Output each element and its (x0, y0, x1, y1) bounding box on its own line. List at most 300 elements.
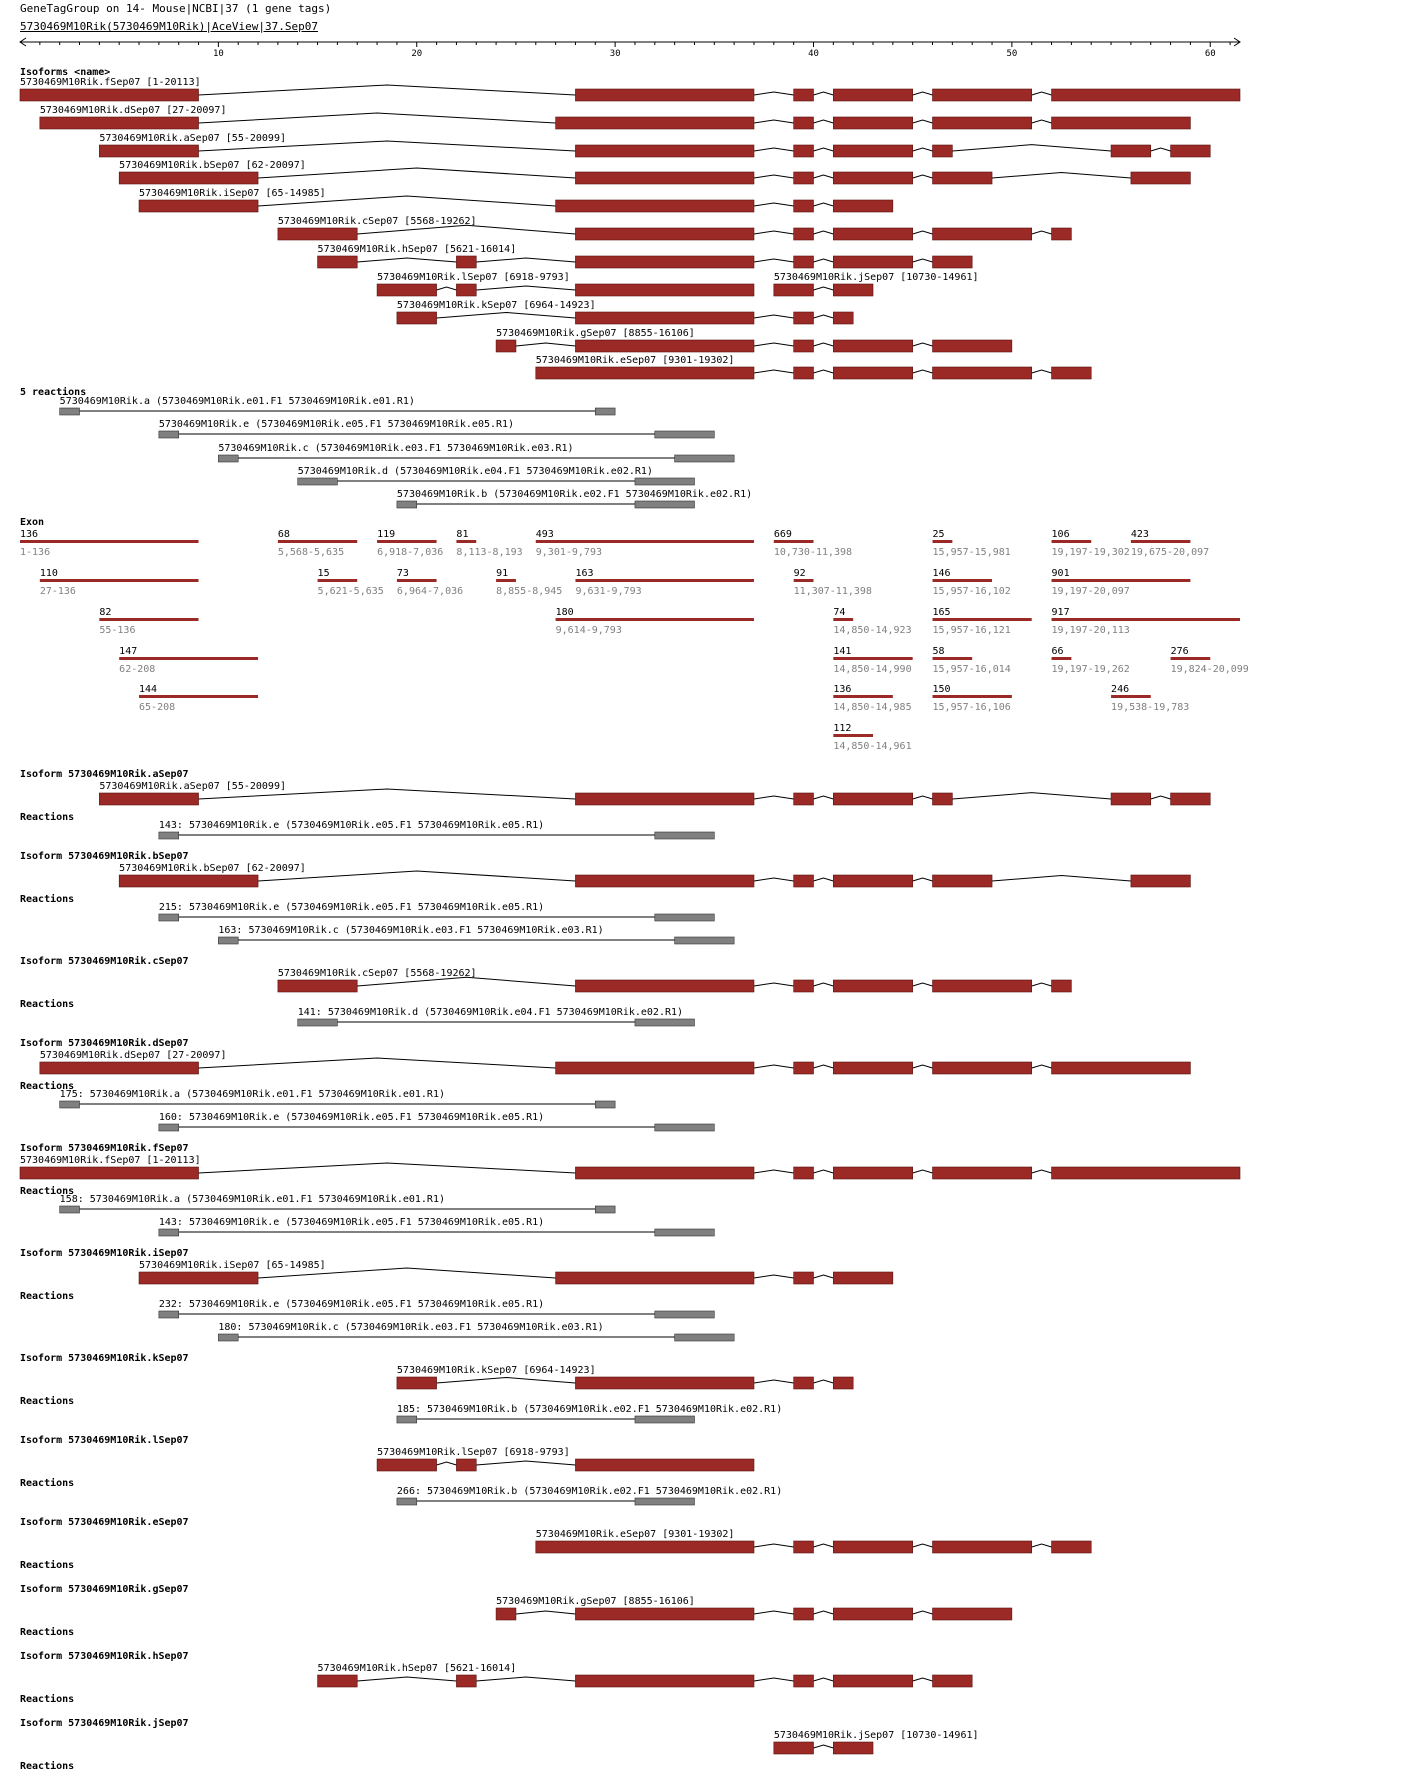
intron-line (437, 312, 576, 318)
exon-block (496, 1608, 516, 1620)
exon-block (1052, 117, 1191, 129)
exon-length-label: 163 (575, 568, 594, 579)
exon-length-label: 917 (1051, 607, 1070, 618)
reaction-label: 5730469M10Rik.c (5730469M10Rik.e03.F1 5730469M10Rik.e03.R1) (218, 443, 574, 454)
exon-bar (397, 579, 437, 582)
exon-block (575, 256, 754, 268)
intron-line (199, 85, 576, 95)
exon-length-label: 150 (932, 684, 951, 695)
isoform-label: 5730469M10Rik.gSep07 [8855-16106] (496, 328, 695, 339)
primer-bar (60, 408, 80, 415)
exon-block (833, 312, 853, 324)
intron-line (357, 258, 456, 262)
exon-length-label: 669 (773, 529, 792, 540)
intron-line (913, 259, 933, 262)
reaction-label: 180: 5730469M10Rik.c (5730469M10Rik.e03.F1 5730469M10Rik.e03.R1) (218, 1322, 604, 1333)
exon-block (794, 367, 814, 379)
exon-bar (833, 734, 873, 737)
isoform-section-title: Isoform 5730469M10Rik.kSep07 (20, 1353, 189, 1364)
exon-length-label: 68 (277, 529, 290, 540)
primer-bar (159, 431, 179, 438)
exon-block (833, 1608, 912, 1620)
exon-block (833, 1062, 912, 1074)
exon-block (833, 117, 912, 129)
exon-block (794, 117, 814, 129)
intron-line (1032, 983, 1052, 986)
intron-line (437, 1377, 576, 1383)
exon-bar (774, 540, 814, 543)
exon-bar (575, 579, 754, 582)
exon-block (99, 793, 198, 805)
primer-bar (655, 431, 715, 438)
exon-range-label: 8,113-8,193 (456, 547, 523, 558)
primer-bar (159, 1311, 179, 1318)
intron-line (913, 796, 933, 799)
exon-block (575, 793, 754, 805)
exon-block (575, 89, 754, 101)
exon-bar (278, 540, 357, 543)
intron-line (992, 875, 1131, 881)
intron-line (913, 1678, 933, 1681)
exon-block (933, 117, 1032, 129)
intron-line (754, 148, 794, 151)
exon-block (1052, 1062, 1191, 1074)
exon-length-label: 144 (139, 684, 158, 695)
exon-block (1052, 367, 1092, 379)
isoform-label: 5730469M10Rik.dSep07 [27-20097] (39, 105, 227, 116)
exon-bar (40, 579, 199, 582)
primer-bar (159, 832, 179, 839)
exon-range-label: 14,850-14,923 (833, 625, 912, 636)
exon-block (833, 1377, 853, 1389)
reaction-label: 5730469M10Rik.e (5730469M10Rik.e05.F1 5730469M10Rik.e05.R1) (158, 419, 515, 430)
intron-line (813, 92, 833, 95)
exon-range-label: 8,855-8,945 (496, 586, 563, 597)
isoform-label: 5730469M10Rik.hSep07 [5621-16014] (317, 244, 517, 255)
exon-block (139, 1272, 258, 1284)
exon-range-label: 15,957-16,102 (932, 586, 1011, 597)
exon-block (833, 256, 912, 268)
reaction-label: 215: 5730469M10Rik.e (5730469M10Rik.e05.F1 5730469M10Rik.e05.R1) (158, 902, 545, 913)
exon-length-label: 66 (1051, 646, 1064, 657)
exon-block (833, 1675, 912, 1687)
exon-block (833, 145, 912, 157)
primer-bar (675, 937, 735, 944)
exon-block (833, 1742, 873, 1754)
exon-block (397, 1377, 437, 1389)
exon-block (833, 980, 912, 992)
exon-block (933, 1167, 1032, 1179)
primer-bar (655, 1229, 715, 1236)
exon-block (833, 367, 912, 379)
isoform-label: 5730469M10Rik.eSep07 [9301-19302] (535, 1529, 735, 1540)
intron-line (754, 1170, 794, 1173)
reaction-label: 266: 5730469M10Rik.b (5730469M10Rik.e02.F1 5730469M10Rik.e02.R1) (396, 1486, 783, 1497)
exon-length-label: 73 (396, 568, 409, 579)
intron-line (913, 983, 933, 986)
exon-block (774, 284, 814, 296)
isoform-label: 5730469M10Rik.hSep07 [5621-16014] (317, 1663, 517, 1674)
exon-range-label: 1-136 (20, 547, 51, 558)
section-reactions-title: 5 reactions (20, 387, 87, 398)
ruler-tick-label: 10 (212, 49, 224, 59)
intron-line (1151, 796, 1171, 799)
intron-line (813, 259, 833, 262)
exon-block (933, 980, 1032, 992)
isoform-section-title: Isoform 5730469M10Rik.iSep07 (20, 1248, 189, 1259)
exon-range-label: 9,301-9,793 (535, 547, 603, 558)
exon-block (833, 1272, 893, 1284)
primer-bar (635, 1416, 695, 1423)
exon-block (1052, 228, 1072, 240)
exon-block (119, 875, 258, 887)
exon-block (40, 1062, 199, 1074)
isoform-section-title: Isoform 5730469M10Rik.dSep07 (20, 1038, 189, 1049)
intron-line (476, 1461, 575, 1465)
intron-line (754, 878, 794, 881)
exon-block (933, 1541, 1032, 1553)
exon-bar (933, 579, 993, 582)
exon-length-label: 180 (555, 607, 574, 618)
exon-length-label: 423 (1130, 529, 1149, 540)
exon-block (933, 145, 953, 157)
intron-line (913, 1611, 933, 1614)
exon-length-label: 901 (1051, 568, 1070, 579)
primer-bar (595, 1101, 615, 1108)
exon-block (575, 1377, 754, 1389)
exon-bar (139, 695, 258, 698)
intron-line (754, 1065, 794, 1068)
exon-block (575, 1459, 754, 1471)
exon-length-label: 74 (833, 607, 846, 618)
intron-line (754, 315, 794, 318)
exon-block (1052, 1541, 1092, 1553)
exon-block (794, 793, 814, 805)
exon-block (933, 256, 973, 268)
exon-block (1052, 89, 1240, 101)
exon-block (794, 980, 814, 992)
reactions-subtitle: Reactions (20, 1291, 75, 1302)
intron-line (1032, 231, 1052, 234)
intron-line (813, 148, 833, 151)
intron-line (516, 1611, 576, 1614)
isoform-label: 5730469M10Rik.bSep07 [62-20097] (119, 160, 306, 171)
intron-line (754, 1544, 794, 1547)
exon-length-label: 493 (535, 529, 554, 540)
isoform-label: 5730469M10Rik.iSep07 [65-14985] (139, 1260, 326, 1271)
exon-block (1131, 875, 1191, 887)
exon-block (794, 89, 814, 101)
intron-line (754, 343, 794, 346)
reactions-subtitle: Reactions (20, 1627, 75, 1638)
exon-range-label: 19,675-20,097 (1130, 547, 1210, 558)
exon-block (40, 117, 199, 129)
exon-bar (833, 695, 893, 698)
exon-block (397, 312, 437, 324)
exon-range-label: 55-136 (99, 625, 136, 636)
reaction-label: 185: 5730469M10Rik.b (5730469M10Rik.e02.F1 5730469M10Rik.e02.R1) (396, 1404, 783, 1415)
isoform-label: 5730469M10Rik.aSep07 [55-20099] (99, 781, 286, 792)
exon-length-label: 165 (932, 607, 951, 618)
intron-line (476, 1677, 575, 1681)
primer-bar (655, 914, 715, 921)
intron-line (913, 1170, 933, 1173)
exon-block (575, 1608, 754, 1620)
intron-line (437, 1462, 457, 1465)
exon-block (318, 256, 358, 268)
exon-block (456, 284, 476, 296)
isoform-label: 5730469M10Rik.dSep07 [27-20097] (39, 1050, 227, 1061)
intron-line (813, 175, 833, 178)
intron-line (813, 1170, 833, 1173)
intron-line (913, 120, 933, 123)
isoform-section-title: Isoform 5730469M10Rik.cSep07 (20, 956, 189, 967)
reactions-subtitle: Reactions (20, 1478, 75, 1489)
isoform-label: 5730469M10Rik.eSep07 [9301-19302] (535, 355, 735, 366)
exon-length-label: 119 (377, 529, 396, 540)
exon-bar (933, 657, 973, 660)
section-exon-title: Exon (20, 517, 45, 528)
exon-block (575, 1167, 754, 1179)
exon-length-label: 112 (833, 723, 852, 734)
reaction-label: 5730469M10Rik.b (5730469M10Rik.e02.F1 5730469M10Rik.e02.R1) (396, 489, 753, 500)
exon-length-label: 136 (833, 684, 852, 695)
isoform-label: 5730469M10Rik.lSep07 [6918-9793] (377, 1447, 570, 1458)
ruler-tick-label: 50 (1006, 49, 1018, 59)
exon-block (794, 1272, 814, 1284)
exon-range-label: 14,850-14,985 (833, 702, 912, 713)
exon-block (794, 1062, 814, 1074)
exon-length-label: 147 (119, 646, 138, 657)
exon-length-label: 81 (456, 529, 469, 540)
exon-block (556, 200, 754, 212)
exon-block (1052, 980, 1072, 992)
exon-block (575, 1675, 754, 1687)
intron-line (754, 370, 794, 373)
exon-range-label: 27-136 (39, 586, 76, 597)
reactions-subtitle: Reactions (20, 1396, 75, 1407)
exon-bar (833, 618, 853, 621)
primer-bar (298, 478, 338, 485)
intron-line (1032, 1065, 1052, 1068)
isoform-label: 5730469M10Rik.fSep07 [1-20113] (20, 77, 201, 88)
primer-bar (675, 1334, 735, 1341)
primer-bar (655, 832, 715, 839)
intron-line (754, 1275, 794, 1278)
exon-block (139, 200, 258, 212)
intron-line (992, 172, 1131, 178)
section-isoforms-title: Isoforms <name> (20, 67, 111, 78)
reaction-label: 5730469M10Rik.d (5730469M10Rik.e04.F1 5730469M10Rik.e02.R1) (297, 466, 653, 477)
exon-length-label: 246 (1111, 684, 1130, 695)
exon-range-label: 14,850-14,961 (833, 741, 912, 752)
exon-bar (377, 540, 437, 543)
intron-line (813, 287, 833, 290)
primer-bar (635, 1498, 695, 1505)
intron-line (199, 1163, 576, 1173)
exon-length-label: 15 (317, 568, 330, 579)
intron-line (952, 145, 1111, 151)
intron-line (813, 343, 833, 346)
intron-line (437, 287, 457, 290)
intron-line (1032, 120, 1052, 123)
exon-bar (556, 618, 754, 621)
primer-bar (218, 455, 238, 462)
reactions-subtitle: Reactions (20, 1694, 75, 1705)
primer-bar (159, 1124, 179, 1131)
exon-length-label: 58 (932, 646, 945, 657)
reactions-subtitle: Reactions (20, 812, 75, 823)
intron-line (813, 1678, 833, 1681)
intron-line (1032, 1544, 1052, 1547)
intron-line (813, 1380, 833, 1383)
intron-line (754, 1678, 794, 1681)
exon-block (575, 228, 754, 240)
intron-line (952, 793, 1111, 799)
exon-bar (833, 657, 912, 660)
exon-block (575, 312, 754, 324)
intron-line (913, 175, 933, 178)
exon-block (794, 145, 814, 157)
intron-line (199, 113, 556, 123)
exon-block (794, 256, 814, 268)
primer-bar (635, 478, 695, 485)
isoform-section-title: Isoform 5730469M10Rik.gSep07 (20, 1584, 189, 1595)
exon-block (456, 1459, 476, 1471)
page-subtitle[interactable]: 5730469M10Rik(5730469M10Rik)|AceView|37.Sep07 (20, 20, 319, 33)
exon-block (774, 1742, 814, 1754)
exon-length-label: 136 (20, 529, 39, 540)
isoform-label: 5730469M10Rik.kSep07 [6964-14923] (396, 1365, 596, 1376)
primer-bar (218, 937, 238, 944)
exon-range-label: 10,730-11,398 (773, 547, 853, 558)
exon-range-label: 9,614-9,793 (555, 625, 622, 636)
exon-bar (1052, 657, 1072, 660)
exon-block (933, 793, 953, 805)
exon-length-label: 82 (99, 607, 112, 618)
exon-block (536, 367, 754, 379)
primer-bar (655, 1311, 715, 1318)
page-title: GeneTagGroup on 14- Mouse|NCBI|37 (1 gene tags) (20, 2, 332, 15)
exon-block (794, 1608, 814, 1620)
exon-block (575, 875, 754, 887)
exon-bar (456, 540, 476, 543)
exon-block (933, 228, 1032, 240)
exon-block (794, 1377, 814, 1389)
exon-block (794, 200, 814, 212)
exon-bar (1052, 540, 1092, 543)
isoform-label: 5730469M10Rik.gSep07 [8855-16106] (496, 1596, 695, 1607)
intron-line (813, 1611, 833, 1614)
exon-block (833, 200, 893, 212)
exon-range-label: 9,631-9,793 (575, 586, 642, 597)
exon-range-label: 6,964-7,036 (396, 586, 464, 597)
exon-bar (933, 695, 1012, 698)
intron-line (813, 1544, 833, 1547)
intron-line (813, 1275, 833, 1278)
exon-bar (99, 618, 198, 621)
intron-line (913, 92, 933, 95)
exon-bar (933, 540, 953, 543)
intron-line (754, 175, 794, 178)
intron-line (913, 1065, 933, 1068)
exon-bar (794, 579, 814, 582)
exon-block (794, 228, 814, 240)
exon-block (456, 256, 476, 268)
intron-line (913, 878, 933, 881)
exon-range-label: 19,197-19,262 (1051, 664, 1130, 675)
exon-block (833, 875, 912, 887)
exon-block (99, 145, 198, 157)
exon-block (833, 172, 912, 184)
intron-line (913, 370, 933, 373)
primer-bar (298, 1019, 338, 1026)
exon-range-label: 65-208 (139, 702, 176, 713)
reaction-label: 160: 5730469M10Rik.e (5730469M10Rik.e05.F1 5730469M10Rik.e05.R1) (158, 1112, 545, 1123)
reaction-label: 141: 5730469M10Rik.d (5730469M10Rik.e04.F1 5730469M10Rik.e02.R1) (297, 1007, 684, 1018)
exon-block (377, 284, 437, 296)
primer-bar (159, 914, 179, 921)
reaction-label: 5730469M10Rik.a (5730469M10Rik.e01.F1 5730469M10Rik.e01.R1) (59, 396, 415, 407)
exon-block (1052, 1167, 1240, 1179)
exon-range-label: 19,538-19,783 (1111, 702, 1190, 713)
exon-block (575, 172, 754, 184)
exon-block (536, 1541, 754, 1553)
exon-range-label: 19,197-19,302 (1051, 547, 1130, 558)
exon-block (794, 1541, 814, 1553)
isoform-label: 5730469M10Rik.aSep07 [55-20099] (99, 133, 286, 144)
intron-line (1032, 92, 1052, 95)
isoform-label: 5730469M10Rik.fSep07 [1-20113] (20, 1155, 201, 1166)
reaction-label: 143: 5730469M10Rik.e (5730469M10Rik.e05.F1 5730469M10Rik.e05.R1) (158, 820, 545, 831)
exon-block (377, 1459, 437, 1471)
intron-line (754, 92, 794, 95)
exon-bar (1052, 579, 1191, 582)
intron-line (476, 286, 575, 290)
primer-bar (655, 1124, 715, 1131)
intron-line (1151, 148, 1171, 151)
intron-line (813, 1745, 833, 1748)
intron-line (1032, 1170, 1052, 1173)
reaction-label: 143: 5730469M10Rik.e (5730469M10Rik.e05.F1 5730469M10Rik.e05.R1) (158, 1217, 545, 1228)
intron-line (913, 1544, 933, 1547)
primer-bar (60, 1101, 80, 1108)
exon-block (575, 340, 754, 352)
exon-block (794, 312, 814, 324)
intron-line (754, 120, 794, 123)
exon-block (318, 1675, 358, 1687)
primer-bar (397, 1498, 417, 1505)
exon-length-label: 110 (39, 568, 58, 579)
reaction-label: 175: 5730469M10Rik.a (5730469M10Rik.e01.F1 5730469M10Rik.e01.R1) (59, 1089, 445, 1100)
exon-bar (933, 618, 1032, 621)
exon-block (1171, 145, 1211, 157)
exon-length-label: 92 (793, 568, 806, 579)
reactions-subtitle: Reactions (20, 999, 75, 1010)
exon-range-label: 19,197-20,113 (1051, 625, 1130, 636)
ruler-tick-label: 30 (609, 49, 621, 59)
isoform-label: 5730469M10Rik.kSep07 [6964-14923] (396, 300, 596, 311)
intron-line (813, 120, 833, 123)
exon-block (1111, 793, 1151, 805)
intron-line (813, 983, 833, 986)
intron-line (813, 315, 833, 318)
isoform-label: 5730469M10Rik.bSep07 [62-20097] (119, 863, 306, 874)
intron-line (754, 203, 794, 206)
intron-line (754, 259, 794, 262)
exon-block (794, 1167, 814, 1179)
reactions-subtitle: Reactions (20, 1761, 75, 1772)
